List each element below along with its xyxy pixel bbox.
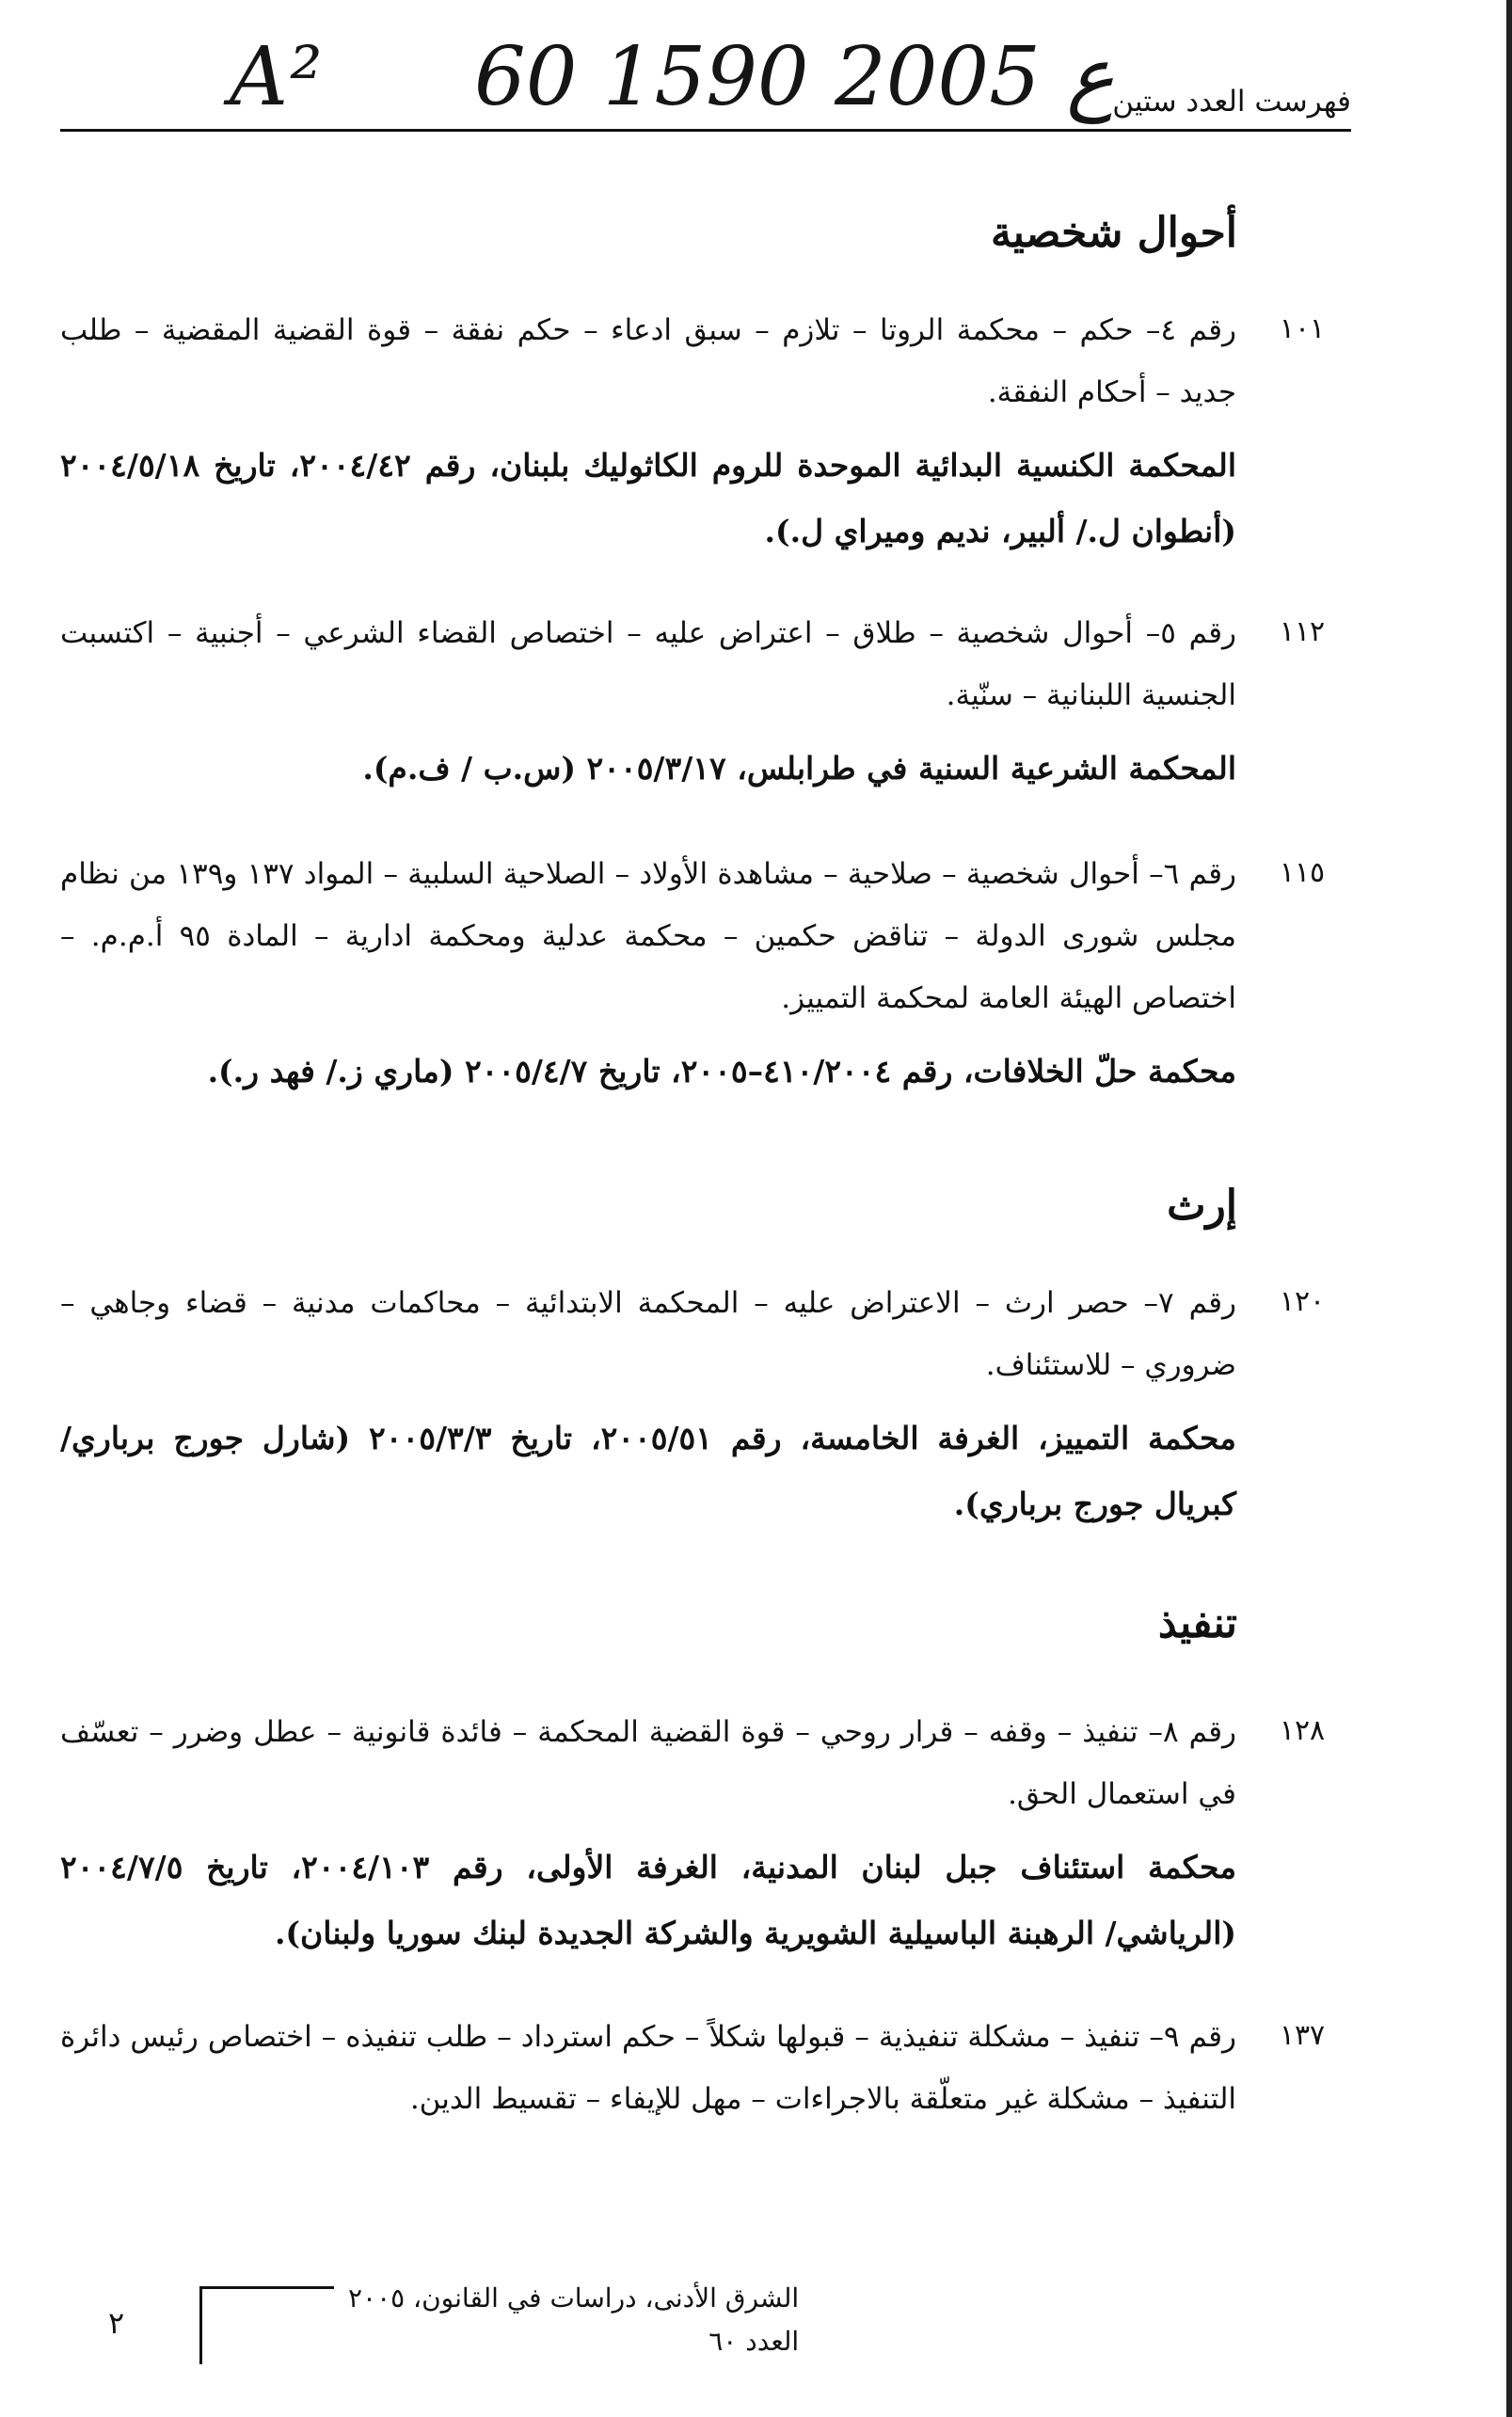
index-entry xyxy=(60,602,1349,802)
entry-decision: المحكمة الشرعية السنية في طرابلس، ٢٠٠٥/٣/١٧ (س.ب / ف.م). xyxy=(362,750,1236,787)
entry-page-number: ١٢٨ xyxy=(1279,1714,1326,1747)
section-heading: إرث xyxy=(1167,1182,1237,1230)
section-heading: تنفيذ xyxy=(1157,1599,1237,1647)
entry-keywords: رقم ٤– حكم – محكمة الروتا – تلازم – سبق ادعاء – حكم نفقة – قوة القضية المقضية – طلب جديد – أحكام النفقة. xyxy=(60,313,1236,409)
entry-decision: محكمة استئناف جبل لبنان المدنية، الغرفة الأولى، رقم ٢٠٠٤/١٠٣، تاريخ ٢٠٠٤/٧/٥ (الرياشي/ الرهبنة الباسيلية الشويرية والشركة الجديدة لبنك سوريا ولبنان). xyxy=(60,1849,1236,1951)
index-entry xyxy=(60,299,1349,564)
page-footer xyxy=(0,2267,1512,2399)
issue-number: العدد ٦٠ xyxy=(708,2326,800,2357)
page-number: ٢ xyxy=(108,2305,125,2341)
index-entry xyxy=(60,2006,1349,2130)
entry-decision: المحكمة الكنسية البدائية الموحدة للروم الكاثوليك بلبنان، رقم ٢٠٠٤/٤٢، تاريخ ٢٠٠٤/٥/١٨ (أنطوان ل./ ألبير، نديم وميراي ل.). xyxy=(60,447,1236,549)
entry-page-number: ١٣٧ xyxy=(1279,2019,1326,2052)
entry-keywords: رقم ٥– أحوال شخصية – طلاق – اعتراض عليه – اختصاص القضاء الشرعي – أجنبية – اكتسبت الجنسية اللبنانية – سنّية. xyxy=(60,616,1236,712)
index-entry xyxy=(60,1272,1349,1537)
entry-decision: محكمة حلّ الخلافات، رقم ٤١٠/٢٠٠٤–٢٠٠٥، تاريخ ٢٠٠٥/٤/٧ (ماري ز./ فهد ر.). xyxy=(207,1053,1236,1089)
page-header xyxy=(60,28,1351,132)
page-edge-shadow xyxy=(1506,0,1512,2417)
header-rule xyxy=(60,129,1351,132)
entry-page-number: ١٠١ xyxy=(1279,312,1326,345)
entry-keywords: رقم ٨– تنفيذ – وقفه – قرار روحي – قوة القضية المحكمة – فائدة قانونية – عطل وضرر – تعسّف في استعمال الحق. xyxy=(60,1715,1236,1811)
entry-page-number: ١١٥ xyxy=(1279,856,1326,889)
publication-title: الشرق الأدنى، دراسات في القانون، ٢٠٠٥ xyxy=(348,2282,800,2314)
publication-info xyxy=(348,2277,799,2363)
entry-decision: محكمة التمييز، الغرفة الخامسة، رقم ٢٠٠٥/٥١، تاريخ ٢٠٠٥/٣/٣ (شارل جورج برباري/ كبريال جورج برباري). xyxy=(60,1420,1236,1522)
running-title: فهرست العدد ستين xyxy=(1112,85,1351,119)
index-entry xyxy=(60,1701,1349,1966)
entry-keywords: رقم ٦– أحوال شخصية – صلاحية – مشاهدة الأولاد – الصلاحية السلبية – المواد ١٣٧ و١٣٩ من نظام مجلس شورى الدولة – تناقض حكمين – محكمة عدلية ومحكمة ادارية – المادة ٩٥ أ.م.م. – اختصاص الهيئة العامة لمحكمة التمييز. xyxy=(60,857,1237,1015)
footer-bracket xyxy=(199,2286,334,2364)
entry-page-number: ١١٢ xyxy=(1279,615,1326,648)
entry-page-number: ١٢٠ xyxy=(1279,1285,1326,1318)
index-entry xyxy=(60,843,1349,1105)
handwritten-reference: 60 ع 2005 1590 xyxy=(474,30,1115,124)
handwritten-mark-a2: A² xyxy=(230,30,325,124)
entry-keywords: رقم ٧– حصر ارث – الاعتراض عليه – المحكمة الابتدائية – محاكمات مدنية – قضاء وجاهي – ضروري – للاستئناف. xyxy=(60,1286,1236,1382)
section-heading: أحوال شخصية xyxy=(991,209,1237,257)
entry-keywords: رقم ٩– تنفيذ – مشكلة تنفيذية – قبولها شكلاً – حكم استرداد – طلب تنفيذه – اختصاص رئيس دائرة التنفيذ – مشكلة غير متعلّقة بالاجراءات – مهل للإيفاء – تقسيط الدين. xyxy=(60,2020,1236,2116)
